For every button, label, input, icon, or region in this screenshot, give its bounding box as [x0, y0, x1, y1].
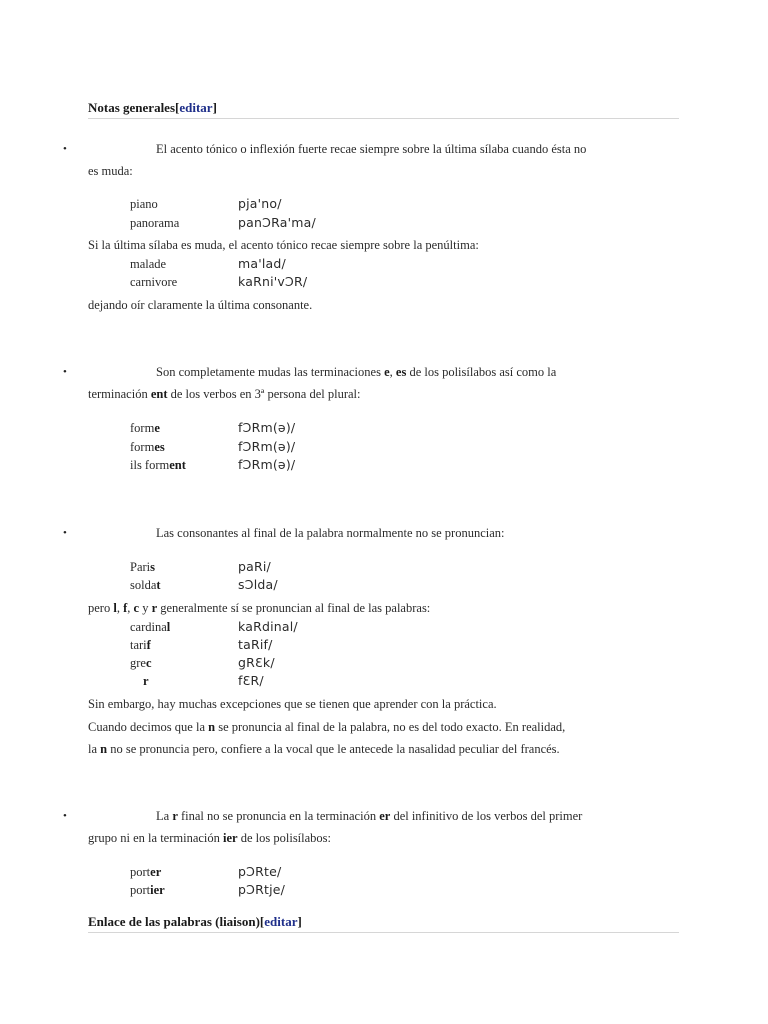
note4-line1: La r final no se pronuncia en la terminación er del infinitivo de los verbos del primer — [156, 809, 583, 823]
note1-mid: Si la última sílaba es muda, el acento tónico recae siempre sobre la penúltima: — [88, 238, 479, 252]
example-ipa: pja'no/ — [238, 196, 282, 211]
edit-link[interactable]: editar — [179, 100, 213, 115]
example-ipa: taRif/ — [238, 637, 273, 652]
example-word: soldat — [130, 578, 161, 592]
example-word: panorama — [130, 216, 180, 230]
note3-line1: Las consonantes al final de la palabra normalmente no se pronuncian: — [156, 526, 505, 540]
example-ipa: gRƐk/ — [238, 655, 275, 670]
example-ipa: sƆlda/ — [238, 577, 278, 592]
note3-la: la n no se pronuncia pero, confiere a la vocal que le antecede la nasalidad peculiar del francés. — [88, 742, 560, 756]
section-heading-liaison: Enlace de las palabras (liaison)[editar] — [88, 914, 302, 929]
example-ipa: pƆRtje/ — [238, 882, 286, 897]
example-word: r — [143, 674, 149, 688]
example-word: porter — [130, 865, 162, 879]
example-ipa: ma'lad/ — [238, 256, 286, 271]
note3-pero: pero l, f, c y r generalmente sí se pronuncian al final de las palabras: — [88, 601, 431, 615]
example-ipa: fƆRm(ə)/ — [238, 420, 296, 435]
example-word: ils forment — [130, 458, 186, 472]
example-word: malade — [130, 257, 167, 271]
note2-line1: Son completamente mudas las terminaciones e, es de los polisílabos así como la — [156, 365, 557, 379]
bullet-marker: • — [63, 143, 67, 155]
example-word: portier — [130, 883, 165, 897]
example-word: Paris — [130, 560, 156, 574]
example-ipa: panƆRa'ma/ — [238, 215, 316, 230]
edit-link[interactable]: editar — [264, 914, 298, 929]
section-title: Notas generales — [88, 100, 176, 115]
example-word: carnivore — [130, 275, 178, 289]
heading-rule — [88, 932, 679, 933]
example-word: tarif — [130, 638, 151, 652]
heading-rule — [88, 118, 679, 119]
note1-end: dejando oír claramente la última consonante. — [88, 298, 313, 312]
bullet-marker: • — [63, 527, 67, 539]
note2-line2: terminación ent de los verbos en 3ª persona del plural: — [88, 387, 361, 401]
section-heading-notas-generales: Notas generales[editar] — [88, 100, 217, 115]
example-ipa: kaRni'vƆR/ — [238, 274, 308, 289]
section-title: Enlace de las palabras (liaison) — [88, 914, 260, 929]
example-word: formes — [130, 440, 165, 454]
example-word: grec — [130, 656, 152, 670]
note3-sin: Sin embargo, hay muchas excepciones que se tienen que aprender con la práctica. — [88, 697, 497, 711]
example-word: cardinal — [130, 620, 171, 634]
example-ipa: fƆRm(ə)/ — [238, 439, 296, 454]
example-word: forme — [130, 421, 160, 435]
example-ipa: fƐR/ — [238, 673, 264, 688]
note4-line2: grupo ni en la terminación ier de los polisílabos: — [88, 831, 332, 845]
bullet-marker: • — [63, 366, 67, 378]
note1-line2: es muda: — [88, 164, 133, 178]
note1-line1: El acento tónico o inflexión fuerte recae siempre sobre la última sílaba cuando ésta no — [156, 142, 587, 156]
bullet-marker: • — [63, 810, 67, 822]
example-ipa: fƆRm(ə)/ — [238, 457, 296, 472]
example-ipa: pƆRte/ — [238, 864, 282, 879]
example-ipa: paRi/ — [238, 559, 271, 574]
example-word: piano — [130, 197, 158, 211]
note3-cuando: Cuando decimos que la n se pronuncia al final de la palabra, no es del todo exacto. En realidad, — [88, 720, 566, 734]
example-ipa: kaRdinal/ — [238, 619, 298, 634]
